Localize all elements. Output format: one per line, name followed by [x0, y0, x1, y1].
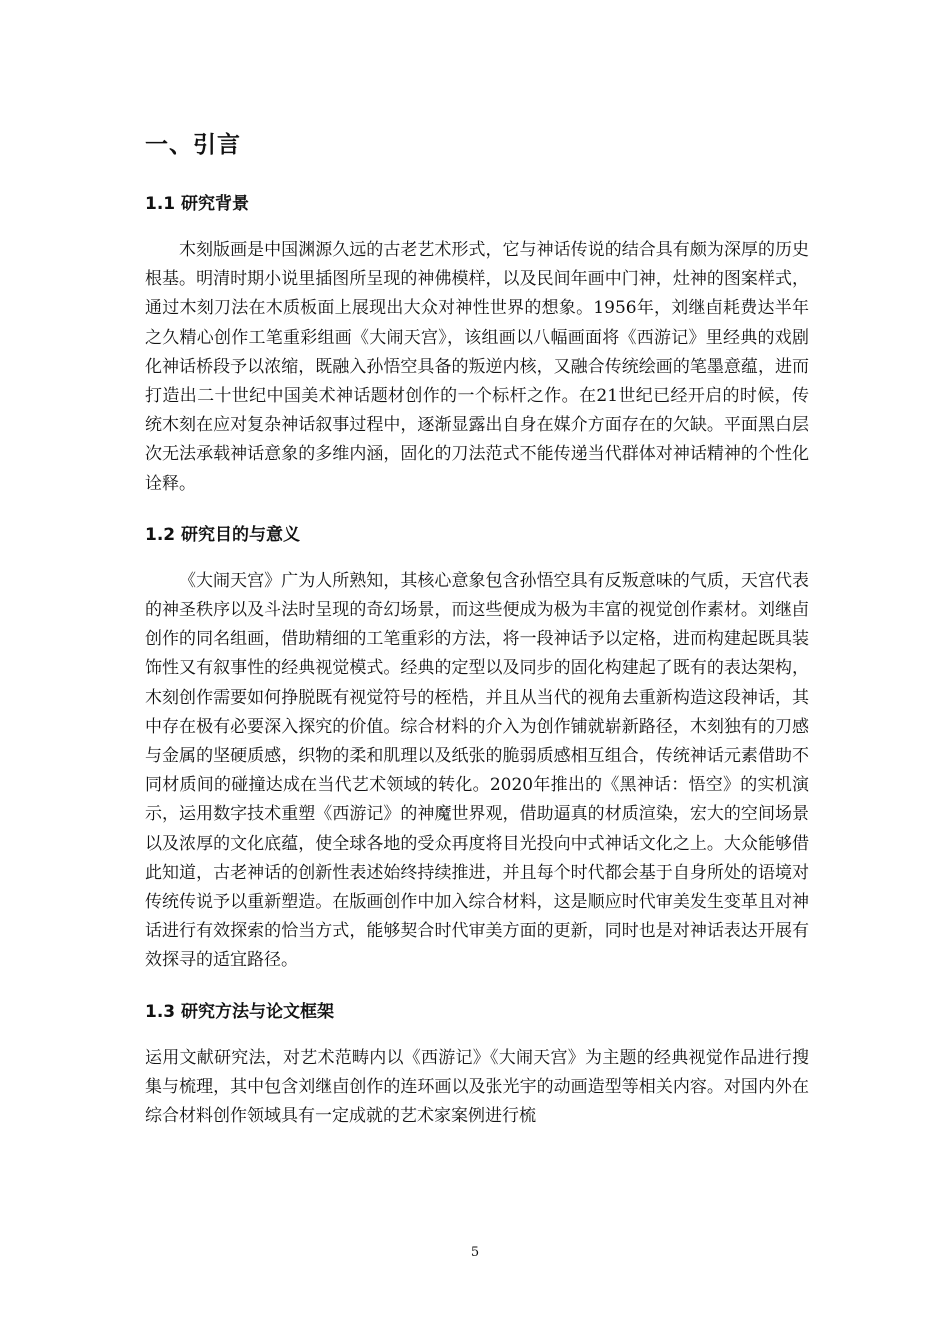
section-heading-1-1: 1.1 研究背景 [145, 194, 250, 214]
section-heading-1-3: 1.3 研究方法与论文框架 [145, 1001, 335, 1022]
section-paragraph-1-2: 《大闹天宫》广为人所熟知，其核心意象包含孙悟空具有反叛意味的气质，天宫代表的神圣秩序以及斗法时呈现的奇幻场景，而这些便成为极为丰富的视觉创作素材。刘继卣创作的同名组画，借助精细的工笔重彩的方法，将一段神话予以定格，进而构建起既具装饰性又有叙事性的经典视觉模式。经典的定型以及同步的固化构建起了既有的表达架构，木刻创作需要如何挣脱既有视觉符号的桎梏，并且从当代的视角去重新构造这段神话，其中存在极有必要深入探究的价值。综合材料的介入为创作铺就崭新路径，木刻独有的刀感与金属的坚硬质感，织物的柔和肌理以及纸张的脆弱质感相互组合，传统神话元素借助不同材质间的碰撞达成在当代艺术领域的转化。2020年推出的《黑神话：悟空》的实机演示，运用数字技术重塑《西游记》的神魔世界观，借助逼真的材质渲染，宏大的空间场景以及浓厚的文化底蕴，使全球各地的受众再度将目光投向中式神话文化之上。大众能够借此知道，古老神话的创新性表述始终持续推进，并且每个时代都会基于自身所处的语境对传统传说予以重新塑造。在版画创作中加入综合材料，这是顺应时代审美发生变革且对神话进行有效探索的恰当方式，能够契合时代审美方面的更新，同时也是对神话表达开展有效探寻的适宜路径。 [145, 570, 809, 971]
section-paragraph-1-3: 运用文献研究法，对艺术范畴内以《西游记》《大闹天宫》为主题的经典视觉作品进行搜集与梳理，其中包含刘继卣创作的连环画以及张光宇的动画造型等相关内容。对国内外在综合材料创作领域具有一定成就的艺术家案例进行梳 [145, 1047, 809, 1127]
section-heading-1-2: 1.2 研究目的与意义 [145, 524, 301, 545]
page-number: 5 [470, 1245, 480, 1260]
page-content [145, 128, 809, 1153]
chapter-title: 一、引言 [145, 132, 241, 158]
section-paragraph-1-1: 木刻版画是中国渊源久远的古老艺术形式，它与神话传说的结合具有颇为深厚的历史根基。明清时期小说里插图所呈现的神佛模样，以及民间年画中门神，灶神的图案样式，通过木刻刀法在木质板面上展现出大众对神性世界的想象。1956年，刘继卣耗费达半年之久精心创作工笔重彩组画《大闹天宫》，该组画以八幅画面将《西游记》里经典的戏剧化神话桥段予以浓缩，既融入孙悟空具备的叛逆内核，又融合传统绘画的笔墨意蕴，进而打造出二十世纪中国美术神话题材创作的一个标杆之作。在21世纪已经开启的时候，传统木刻在应对复杂神话叙事过程中，逐渐显露出自身在媒介方面存在的欠缺。平面黑白层次无法承载神话意象的多维内涵，固化的刀法范式不能传递当代群体对神话精神的个性化诠释。 [145, 240, 809, 494]
